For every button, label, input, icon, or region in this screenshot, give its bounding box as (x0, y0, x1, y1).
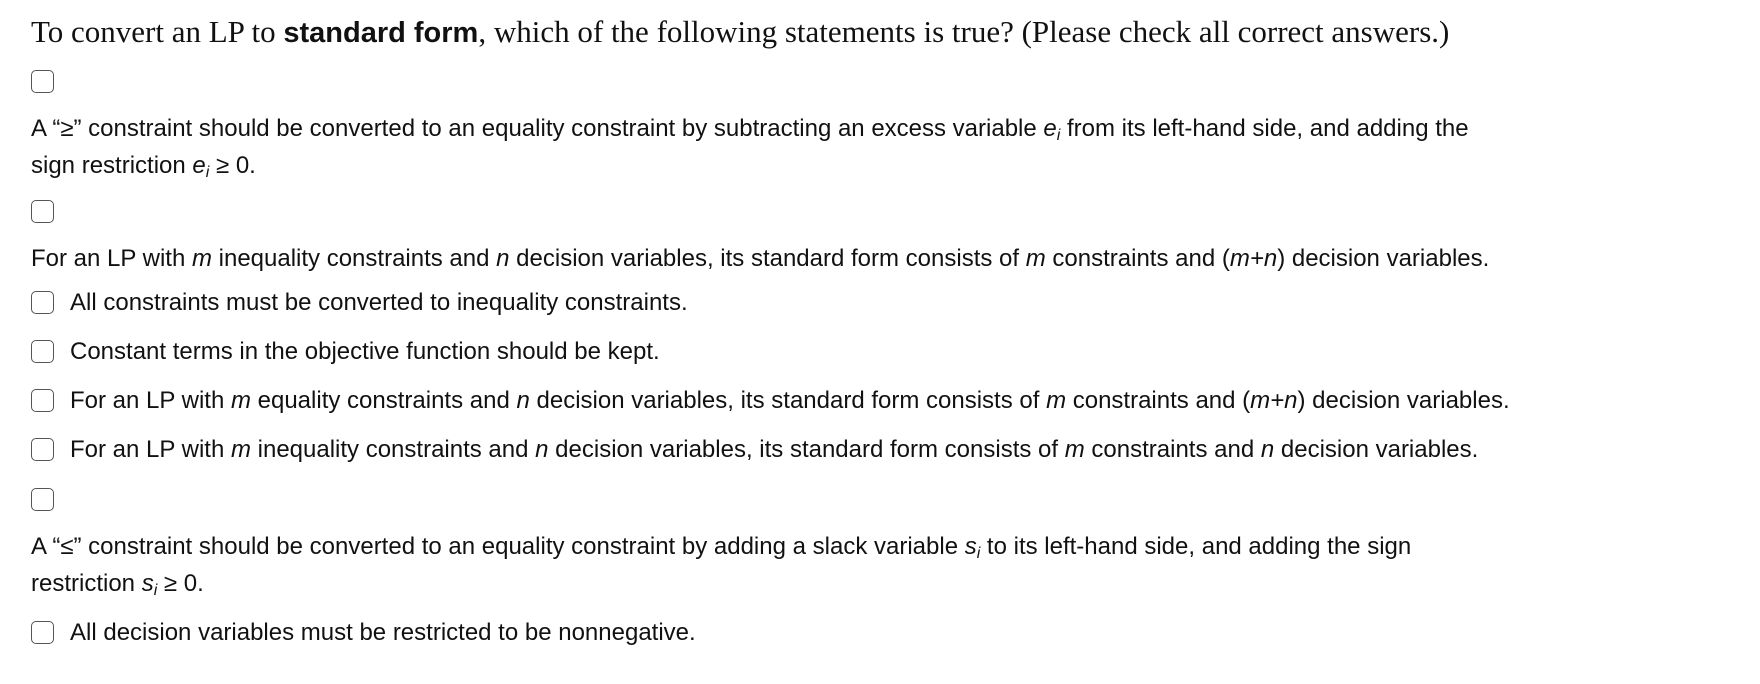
option-text: A “≤” constraint should be converted to an equality constraint by adding a slack variable $s_i$ to its left-hand side, and adding the sign restriction $s_i \ge 0$. (31, 533, 1412, 599)
option-text: All constraints must be converted to inequality constraints. (70, 289, 688, 316)
option-text: Constant terms in the objective function should be kept. (70, 338, 660, 365)
option-inequality-n[interactable] (31, 431, 1478, 468)
checkbox[interactable] (31, 70, 54, 93)
checkbox[interactable] (31, 200, 54, 223)
option-text: For an LP with m inequality constraints and n decision variables, its standard form consists of m constraints and (m+n) decision variables. (31, 245, 1490, 272)
question-text (31, 12, 1731, 53)
question-suffix: , which of the following statements is true? (Please check all correct answers.) (478, 14, 1450, 49)
checkbox[interactable] (31, 389, 54, 412)
option-equality-m-plus-n[interactable] (31, 382, 1510, 419)
checkbox[interactable] (31, 488, 54, 511)
option-nonnegative[interactable] (31, 614, 696, 651)
option-constant-terms[interactable] (31, 333, 660, 370)
option-text: For an LP with m inequality constraints and n decision variables, its standard form consists of m constraints and n decision variables. (70, 436, 1479, 463)
option-text: For an LP with m equality constraints and n decision variables, its standard form consists of m constraints and (m+n) decision variables. (70, 387, 1510, 414)
checkbox[interactable] (31, 340, 54, 363)
checkbox[interactable] (31, 621, 54, 644)
option-ge-constraint[interactable] (31, 70, 1469, 184)
checkbox[interactable] (31, 291, 54, 314)
option-inequality-m-plus-n[interactable] (31, 200, 1489, 277)
checkbox[interactable] (31, 438, 54, 461)
option-le-constraint[interactable] (31, 488, 1411, 602)
option-text: A “≥” constraint should be converted to an equality constraint by subtracting an excess variable $e_i$ from its left-hand side, and adding the sign restriction $e_i \ge 0$. (31, 115, 1469, 181)
option-all-inequality[interactable] (31, 284, 688, 321)
question-prefix: To convert an LP to (31, 14, 284, 49)
question-bold-term: standard form (283, 17, 479, 49)
option-text: All decision variables must be restricted to be nonnegative. (70, 619, 696, 646)
